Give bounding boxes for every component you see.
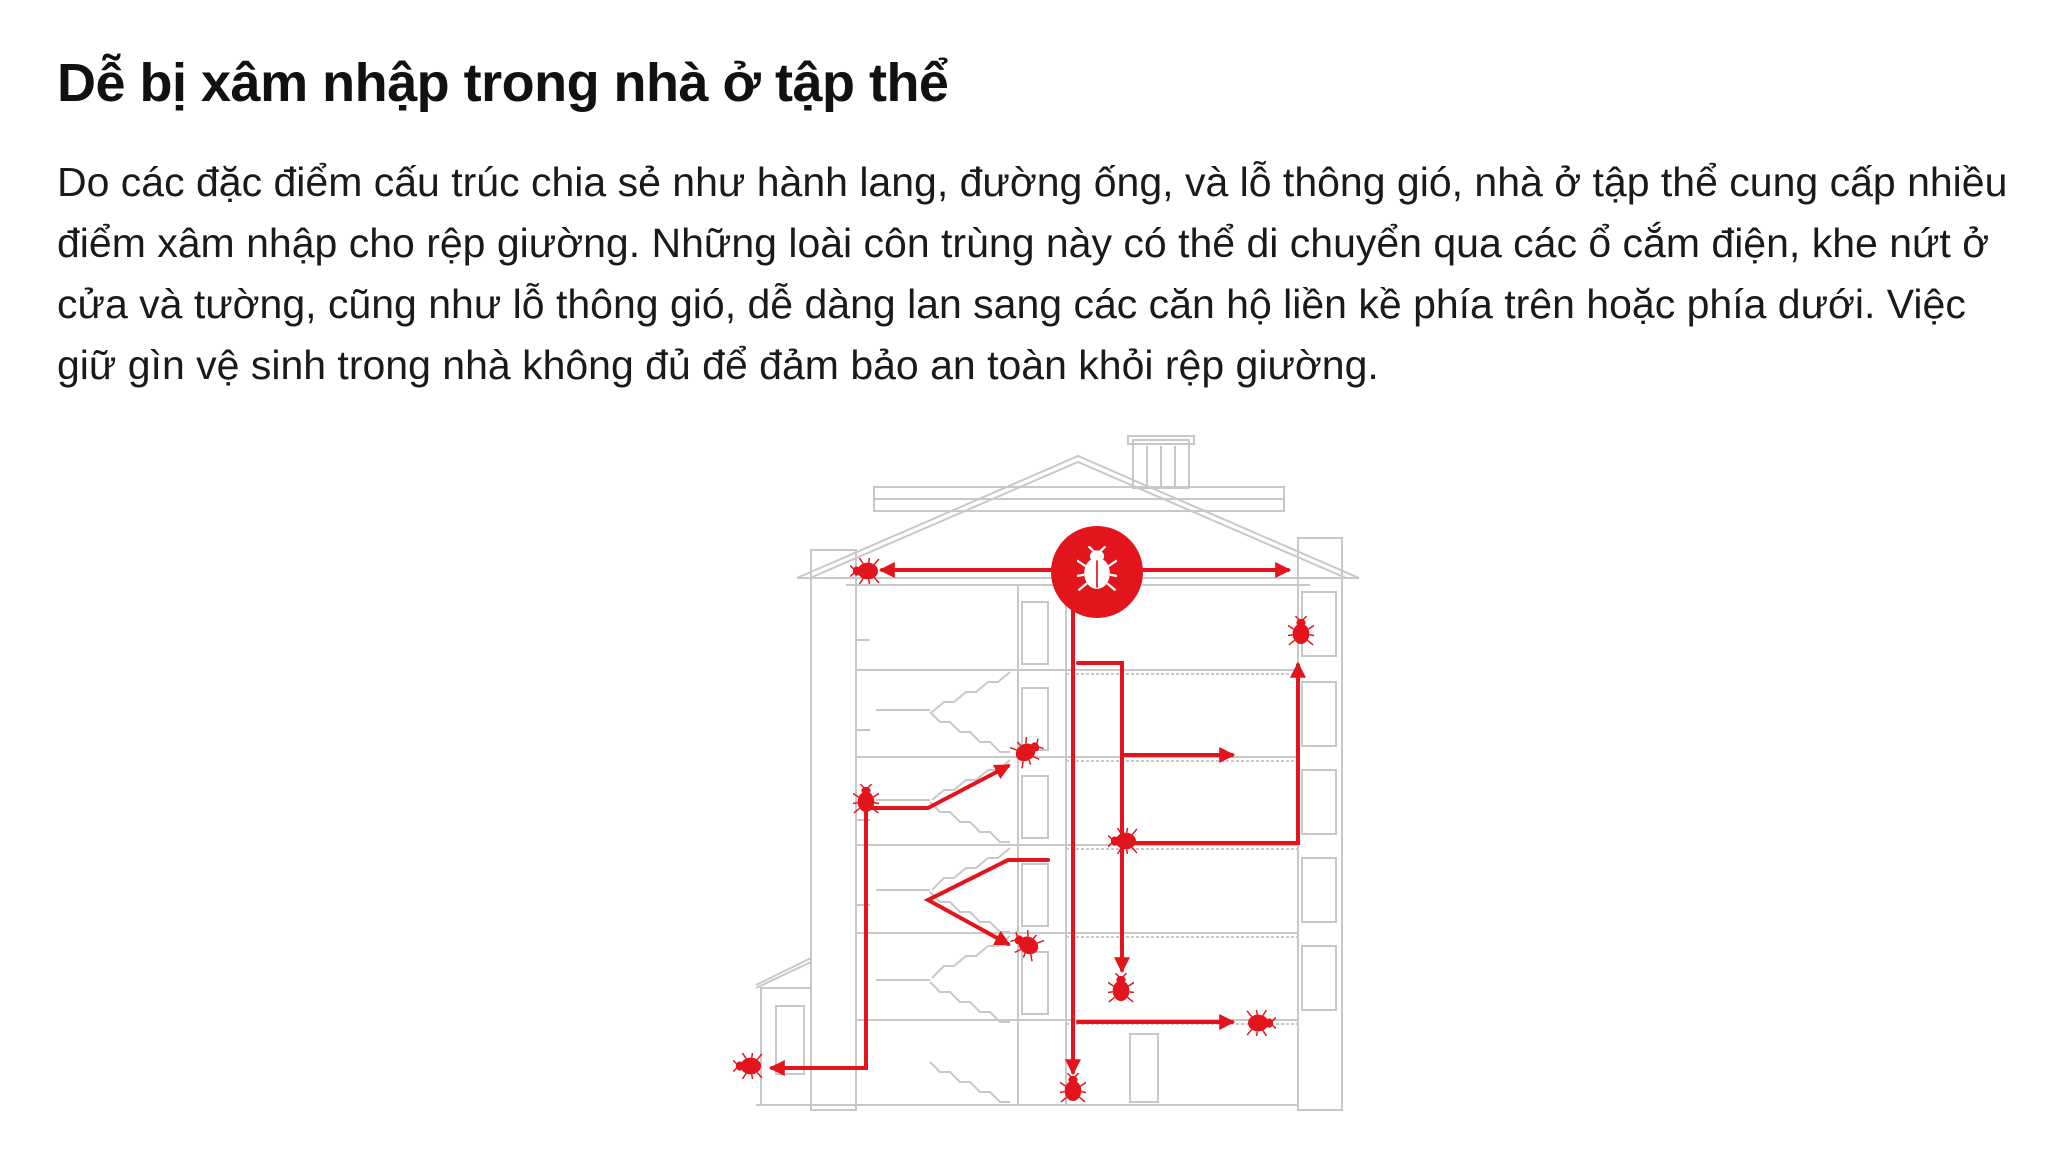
building-infestation-illustration	[700, 432, 1380, 1112]
article-title: Dễ bị xâm nhập trong nhà ở tập thể	[57, 53, 949, 113]
bedbug-icon	[1051, 526, 1143, 618]
bedbug-icon	[1059, 1073, 1087, 1102]
bedbug-icon	[733, 1052, 762, 1080]
article-paragraph: Do các đặc điểm cấu trúc chia sẻ như hành lang, đường ống, và lỗ thông gió, nhà ở tập thể cung cấp nhiều điểm xâm nhập cho rệp giường. Những loài côn trùng này có thể di chuyển qua các ổ cắm điện, khe nứt ở cửa và tường, cũng như lỗ thông gió, dễ dàng lan sang các căn hộ liền kề phía trên hoặc phía dưới. Việc giữ gìn vệ sinh trong nhà không đủ để đảm bảo an toàn khỏi rệp giường.	[57, 159, 2008, 388]
bedbug-icon	[1107, 973, 1135, 1002]
bedbug-icon	[1247, 1009, 1276, 1037]
bedbug-icon	[1006, 925, 1045, 964]
bedbug-icon	[1287, 616, 1315, 645]
article	[57, 48, 2027, 396]
building-diagram-svg	[700, 432, 1380, 1112]
building-outline	[756, 436, 1359, 1110]
bedbug-icon	[850, 557, 879, 585]
infestation-paths	[772, 570, 1298, 1072]
